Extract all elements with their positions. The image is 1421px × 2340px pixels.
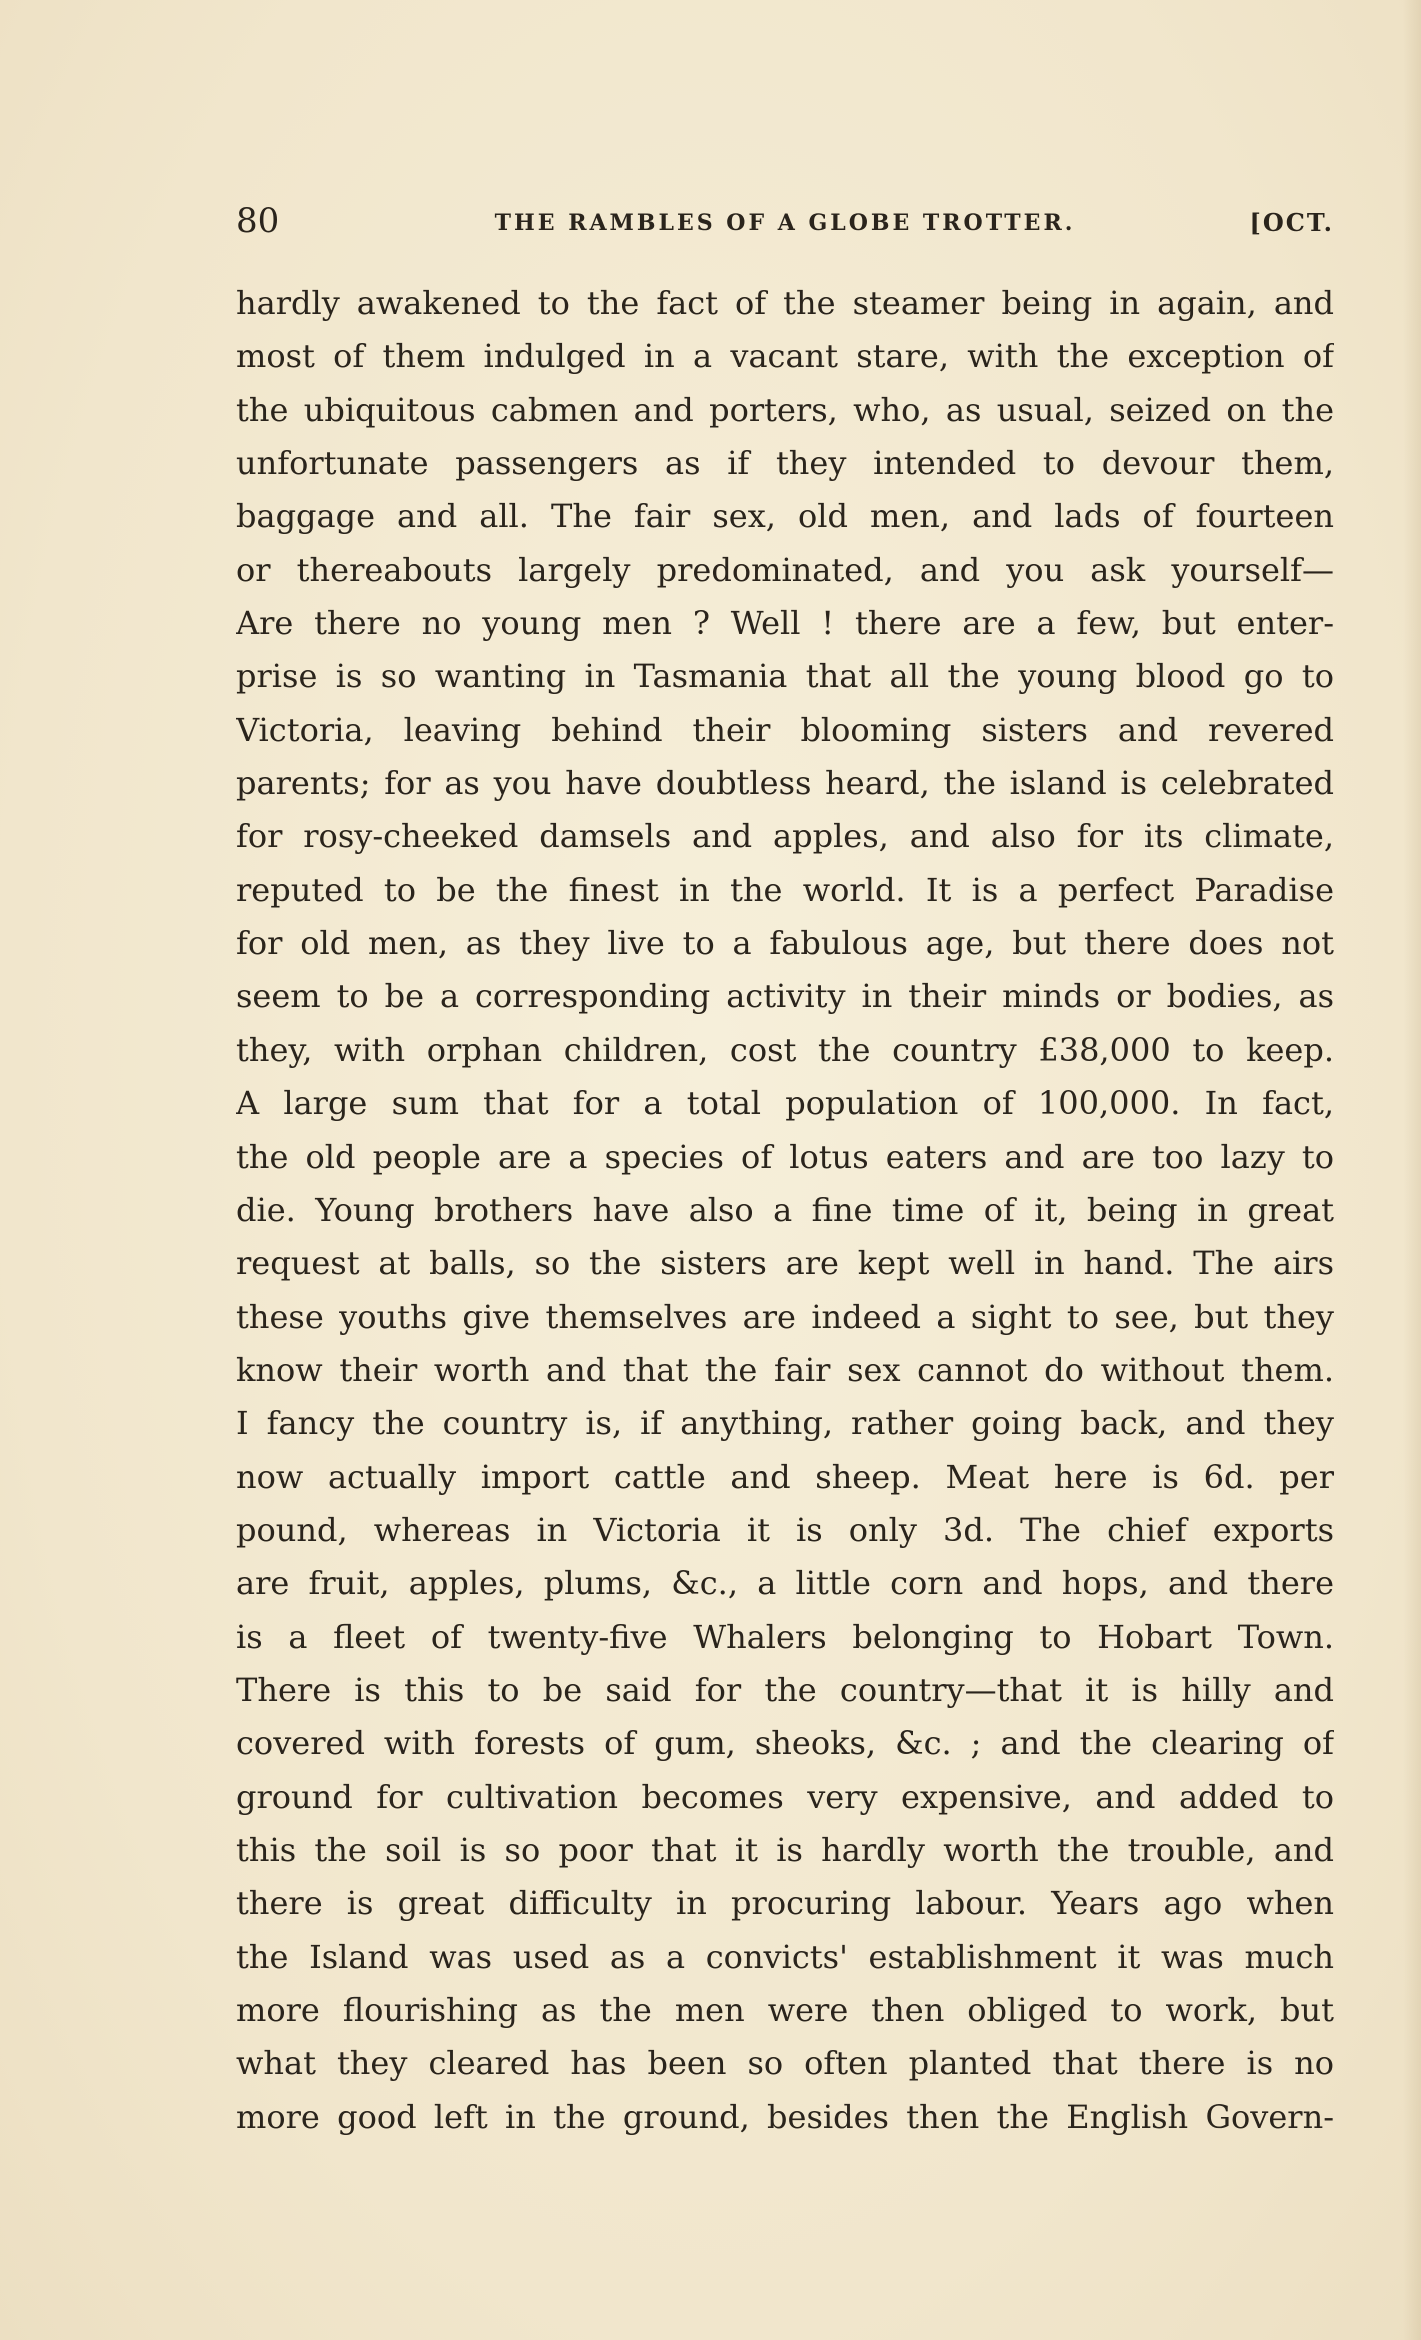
text-line: they, with orphan children, cost the country £38,000 to keep. bbox=[236, 1030, 1334, 1069]
text-line: unfortunate passengers as if they intended to devour them, bbox=[236, 444, 1334, 483]
text-line: the old people are a species of lotus eaters and are too lazy to bbox=[236, 1137, 1334, 1176]
text-line: baggage and all. The fair sex, old men, and lads of fourteen bbox=[236, 497, 1334, 536]
text-line: the Island was used as a convicts' establishment it was much bbox=[236, 1937, 1334, 1976]
text-line: what they cleared has been so often planted that there is no bbox=[236, 2044, 1334, 2083]
text-line: now actually import cattle and sheep. Meat here is 6d. per bbox=[236, 1457, 1334, 1496]
text-line: know their worth and that the fair sex cannot do without them. bbox=[236, 1350, 1334, 1389]
text-line: covered with forests of gum, sheoks, &c. ; and the clearing of bbox=[236, 1724, 1334, 1763]
body-text bbox=[236, 277, 1334, 2144]
text-line: this the soil is so poor that it is hardly worth the trouble, and bbox=[236, 1830, 1334, 1869]
text-line: A large sum that for a total population of 100,000. In fact, bbox=[236, 1084, 1334, 1123]
text-line: ground for cultivation becomes very expensive, and added to bbox=[236, 1777, 1334, 1816]
text-line: parents; for as you have doubtless heard, the island is celebrated bbox=[236, 764, 1334, 803]
text-line: these youths give themselves are indeed a sight to see, but they bbox=[236, 1297, 1334, 1336]
text-line: die. Young brothers have also a fine time of it, being in great bbox=[236, 1190, 1334, 1229]
page-edge-shadow bbox=[1403, 0, 1421, 2340]
text-line: pound, whereas in Victoria it is only 3d. The chief exports bbox=[236, 1510, 1334, 1549]
text-line: prise is so wanting in Tasmania that all the young blood go to bbox=[236, 657, 1334, 696]
page-number: 80 bbox=[236, 201, 280, 241]
text-line: the ubiquitous cabmen and porters, who, as usual, seized on the bbox=[236, 390, 1334, 429]
text-line: seem to be a corresponding activity in their minds or bodies, as bbox=[236, 977, 1334, 1016]
text-line: I fancy the country is, if anything, rather going back, and they bbox=[236, 1404, 1334, 1443]
text-line: There is this to be said for the country—that it is hilly and bbox=[236, 1670, 1334, 1709]
text-line: or thereabouts largely predominated, and you ask yourself— bbox=[236, 550, 1334, 589]
text-line: there is great difficulty in procuring labour. Years ago when bbox=[236, 1884, 1334, 1923]
text-line: is a fleet of twenty-five Whalers belonging to Hobart Town. bbox=[236, 1617, 1334, 1656]
text-line: are fruit, apples, plums, &c., a little corn and hops, and there bbox=[236, 1564, 1334, 1603]
text-line: for old men, as they live to a fabulous age, but there does not bbox=[236, 924, 1334, 963]
running-head bbox=[236, 196, 1334, 246]
text-line: Victoria, leaving behind their blooming sisters and revered bbox=[236, 710, 1334, 749]
text-line: reputed to be the finest in the world. It is a perfect Paradise bbox=[236, 870, 1334, 909]
text-line: for rosy-cheeked damsels and apples, and also for its climate, bbox=[236, 817, 1334, 856]
text-line: more flourishing as the men were then obliged to work, but bbox=[236, 1991, 1334, 2029]
text-line: hardly awakened to the fact of the steamer being in again, and bbox=[236, 284, 1334, 322]
running-month: [OCT. bbox=[1249, 208, 1334, 237]
text-line: more good left in the ground, besides then the English Govern- bbox=[236, 2097, 1334, 2136]
running-title: THE RAMBLES OF A GLOBE TROTTER. bbox=[494, 210, 1076, 236]
text-line: request at balls, so the sisters are kept well in hand. The airs bbox=[236, 1244, 1334, 1283]
text-line: most of them indulged in a vacant stare, with the exception of bbox=[236, 337, 1334, 376]
text-line: Are there no young men ? Well ! there are a few, but enter- bbox=[236, 604, 1334, 643]
